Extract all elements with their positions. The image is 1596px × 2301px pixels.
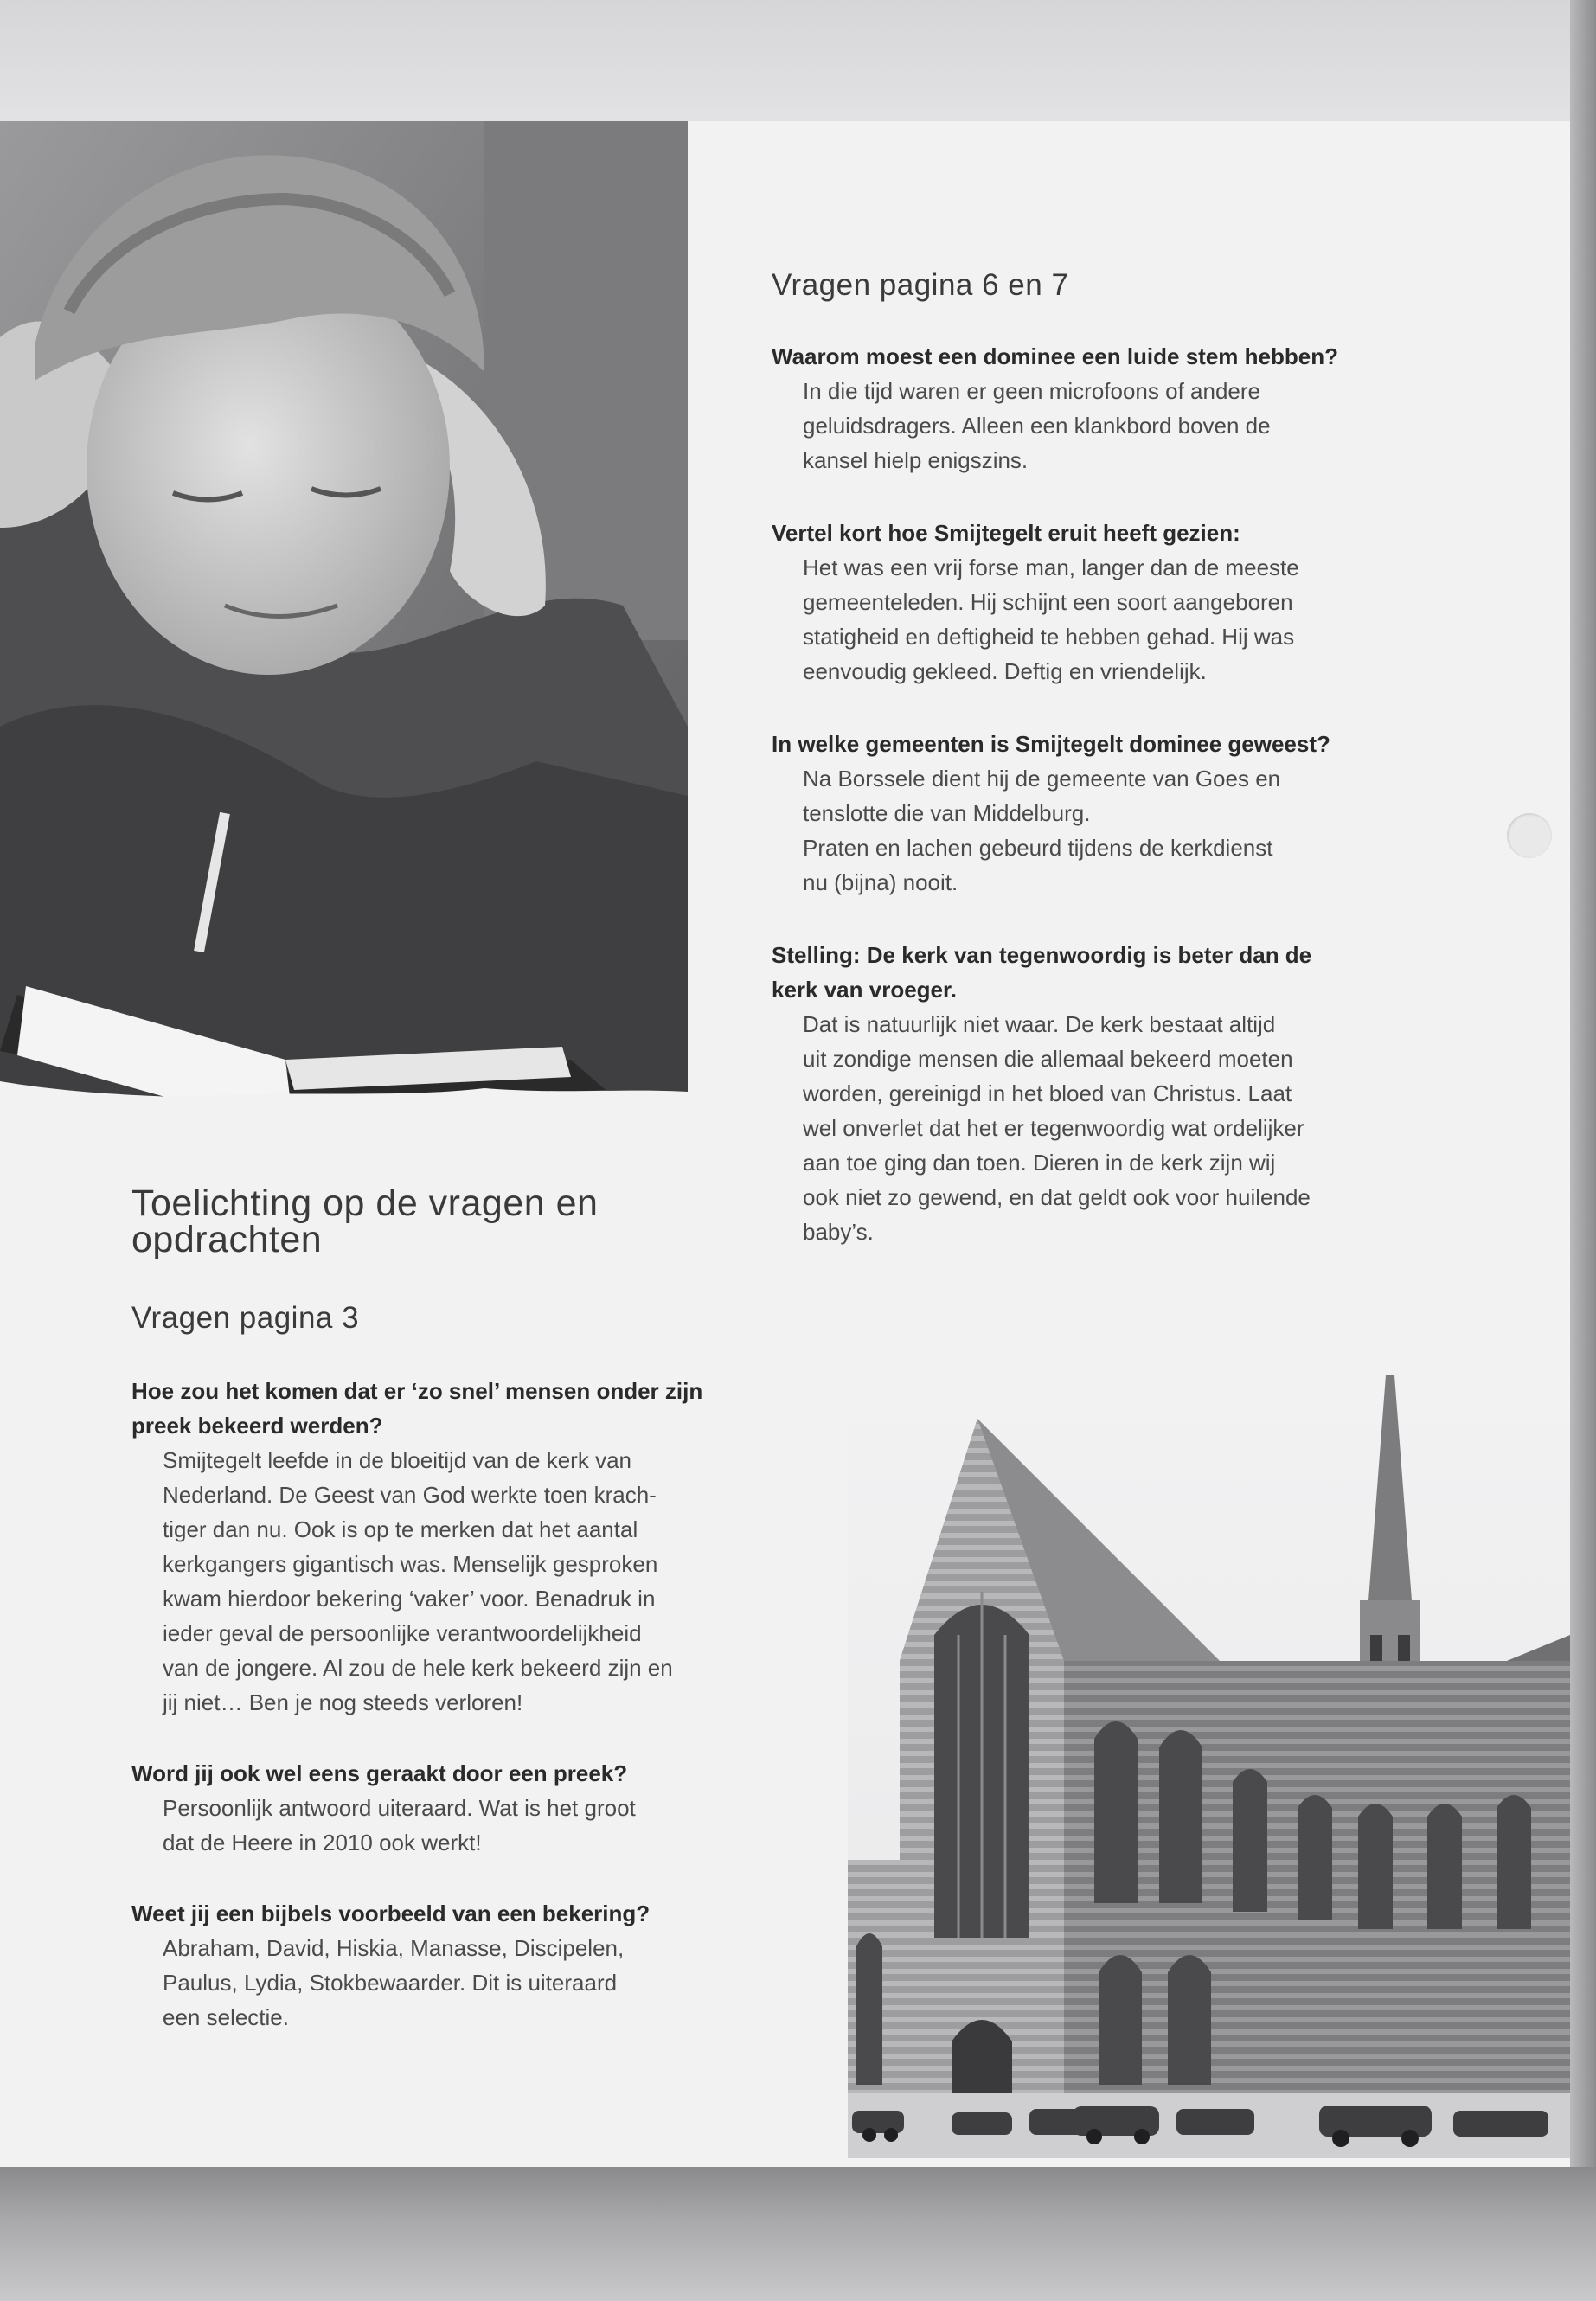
answer-text: Abraham, David, Hiskia, Manasse, Discipelen, Paulus, Lydia, Stokbewaarder. Dit is uiteraard een selectie. <box>163 1935 625 2030</box>
qa-item <box>772 938 1550 1249</box>
qa-item <box>131 1896 737 2035</box>
qa-item <box>772 727 1550 900</box>
answer-text: Smijtegelt leefde in de bloeitijd van de kerk van Nederland. De Geest van God werkte toen krach- tiger dan nu. Ook is op te merken dat het aantal kerkgangers gigantisch was. Menselijk gesproken kwam hierdoor bekering ‘vaker’ voor. Benadruk in ieder geval de persoonlijke verantwoordelijkheid van de jongere. Al zou de hele kerk bekeerd zijn en jij niet… Ben je nog steeds verloren! <box>163 1447 673 1715</box>
qa-item <box>131 1374 737 1720</box>
question-text: Weet jij een bijbels voorbeeld van een bekering? <box>131 1900 651 1926</box>
photo-boy-reading-bible <box>0 121 688 1103</box>
questions-pages-6-7 <box>772 268 1550 1249</box>
scan-border-top <box>0 0 1596 121</box>
question-text: Stelling: De kerk van tegenwoordig is beter dan de kerk van vroeger. <box>772 942 1312 1003</box>
answer-text: Persoonlijk antwoord uiteraard. Wat is het groot dat de Heere in 2010 ook werkt! <box>163 1795 636 1856</box>
question-text: Waarom moest een dominee een luide stem hebben? <box>772 343 1338 369</box>
answer-text: Na Borssele dient hij de gemeente van Goes en tenslotte die van Middelburg. Praten en lachen gebeurd tijdens de kerkdienst nu (bijna) nooit. <box>803 766 1281 895</box>
scan-border-right <box>1570 0 1596 2301</box>
answer-text: Dat is natuurlijk niet waar. De kerk bestaat altijd uit zondige mensen die allemaal bekeerd moeten worden, gereinigd in het bloed van Christus. Laat wel onverlet dat het er tegenwoordig wat ordelijker aan toe ging dan toen. Dieren in de kerk zijn wij ook niet zo gewend, en dat geldt ook voor huilende baby’s. <box>803 1011 1311 1245</box>
question-text: Hoe zou het komen dat er ‘zo snel’ mensen onder zijn preek bekeerd werden? <box>131 1378 703 1439</box>
photo-church-building <box>848 1375 1570 2158</box>
answer-text: In die tijd waren er geen microfoons of andere geluidsdragers. Alleen een klankbord boven de kansel hielp enigszins. <box>803 378 1271 473</box>
qa-item <box>772 516 1550 689</box>
page-title: Toelichting op de vragen en opdrachten <box>131 1183 599 1260</box>
qa-item <box>772 339 1550 478</box>
section-heading: Vragen pagina 3 <box>131 1301 360 1335</box>
question-text: Word jij ook wel eens geraakt door een preek? <box>131 1760 628 1786</box>
explanation-questions <box>131 1185 737 2035</box>
section-heading: Vragen pagina 6 en 7 <box>772 268 1069 302</box>
qa-item <box>131 1756 737 1860</box>
question-text: In welke gemeenten is Smijtegelt dominee geweest? <box>772 731 1330 757</box>
question-text: Vertel kort hoe Smijtegelt eruit heeft gezien: <box>772 520 1240 546</box>
answer-text: Het was een vrij forse man, langer dan de meeste gemeenteleden. Hij schijnt een soort aangeboren statigheid en deftigheid te hebben gehad. Hij was eenvoudig gekleed. Deftig en vriendelijk. <box>803 554 1299 684</box>
scan-border-bottom <box>0 2167 1596 2301</box>
